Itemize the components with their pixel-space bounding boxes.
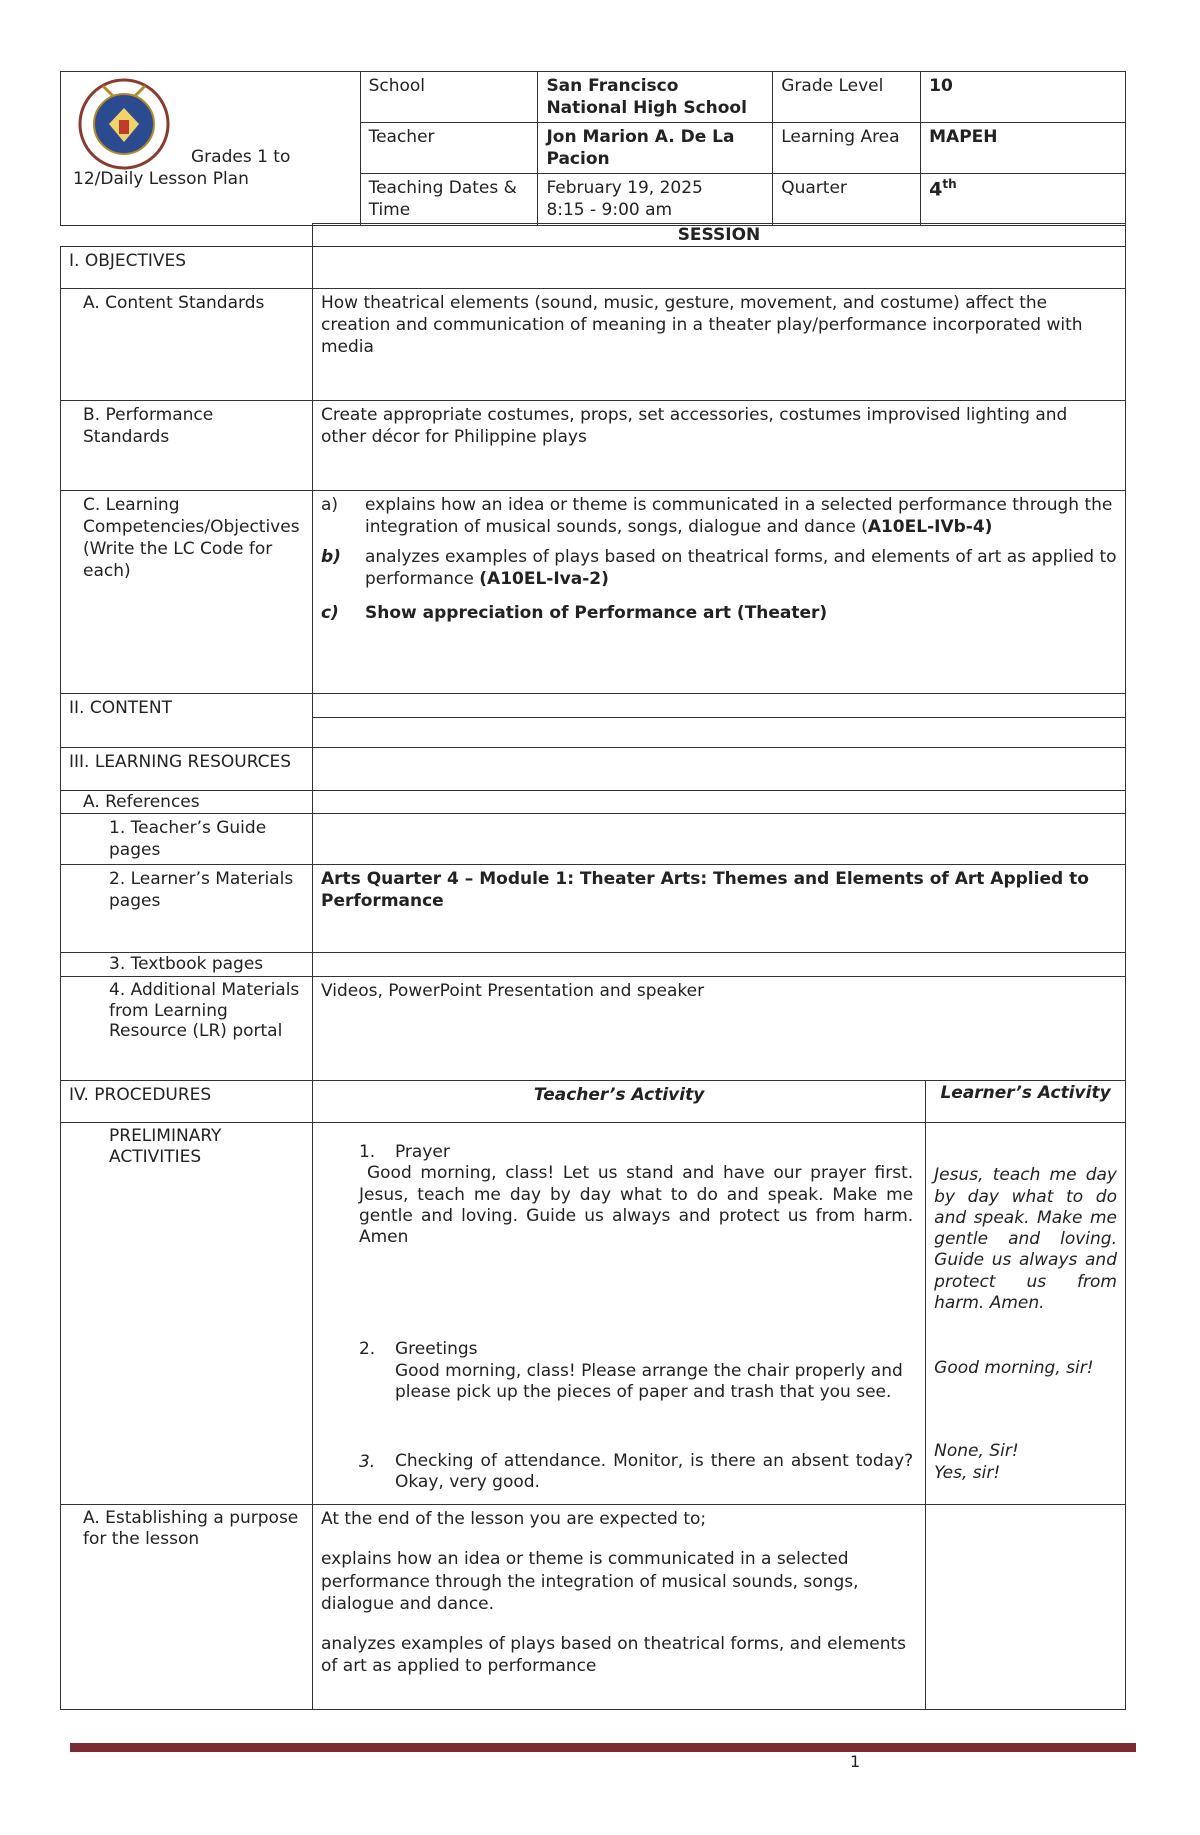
quarter-value-cell [921, 174, 1126, 225]
learners-materials-label: 2. Learner’s Materials pages [61, 865, 313, 953]
time-value: 8:15 - 9:00 am [546, 200, 673, 221]
dates-label: Teaching Dates & Time [360, 174, 538, 225]
school-value: San Francisco National High School [538, 72, 773, 123]
content-standards-label: A. Content Standards [61, 289, 313, 401]
performance-standards-text: Create appropriate costumes, props, set accessories, costumes improvised lighting and other décor for Philippine plays [312, 401, 1125, 491]
form-title-cell [61, 72, 361, 226]
purpose-label: A. Establishing a purpose for the lesson [61, 1505, 313, 1710]
competencies-label: C. Learning Competencies/Objectives [83, 495, 300, 538]
header-table [60, 71, 1126, 226]
dates-value: February 19, 2025 [546, 178, 703, 199]
greetings-heading: 2. Greetings [358, 1339, 478, 1360]
purpose-cell [312, 1505, 925, 1710]
performance-standards-label: B. Performance Standards [61, 401, 313, 491]
attendance-item: 3. Checking of attendance. Monitor, is there an absent today? Okay, very good. [358, 1451, 914, 1493]
area-label: Learning Area [773, 123, 921, 174]
additional-materials-label: 4. Additional Materials from Learning Resource (LR) portal [61, 977, 313, 1081]
quarter-sup: th [942, 177, 957, 192]
purpose-item-2: analyzes examples of plays based on theatrical forms, and elements of art as applied to performance [320, 1633, 907, 1676]
teacher-label: Teacher [360, 123, 538, 174]
resources-label: III. LEARNING RESOURCES [61, 748, 313, 791]
main-table [60, 223, 1126, 1710]
greetings-text: Good morning, class! Please arrange the chair properly and please pick up the pieces of paper and trash that you see. [394, 1360, 903, 1402]
learner-prayer: Jesus, teach me day by day what to do and speak. Make me gentle and loving. Guide us always and protect us from harm. Amen. [934, 1165, 1117, 1313]
prelim-teacher-cell [312, 1123, 925, 1505]
content-label: II. CONTENT [61, 694, 313, 748]
school-label: School [360, 72, 538, 123]
textbook-label: 3. Textbook pages [61, 953, 313, 977]
competencies-list [312, 491, 1125, 694]
competencies-note: (Write the LC Code for each) [83, 539, 273, 582]
quarter-value: 4 [929, 178, 943, 201]
learner-yes: Yes, sir! [934, 1462, 1001, 1483]
prelim-learner-cell [926, 1123, 1126, 1505]
additional-materials-text: Videos, PowerPoint Presentation and speaker [312, 977, 1125, 1081]
footer-bar [70, 1743, 1136, 1752]
prayer-text: Good morning, class! Let us stand and have our prayer first. Jesus, teach me day by day what to do and speak. Make me gentle and loving. Guide us always and protect us from harm. Amen [358, 1163, 914, 1248]
quarter-label: Quarter [773, 174, 921, 225]
learner-activity-heading: Learner’s Activity [926, 1081, 1126, 1123]
procedures-label: IV. PROCEDURES [61, 1081, 313, 1123]
page-number: 1 [850, 1752, 861, 1771]
purpose-intro: At the end of the lesson you are expected to; [320, 1509, 707, 1530]
competency-a: a) explains how an idea or theme is communicated in a selected performance through the integration of musical sounds, songs, dialogue and dance (A10EL-IVb-4) [320, 495, 1113, 538]
learner-greeting: Good morning, sir! [934, 1358, 1094, 1379]
teacher-value: Jon Marion A. De La Pacion [538, 123, 773, 174]
prelim-label: PRELIMINARY ACTIVITIES [61, 1123, 313, 1505]
grade-value: 10 [921, 72, 1126, 123]
form-title: Grades 1 to 12/Daily Lesson Plan [73, 147, 291, 190]
dates-value-cell [538, 174, 773, 225]
area-value: MAPEH [921, 123, 1126, 174]
competencies-cell [61, 491, 313, 694]
learners-materials-text: Arts Quarter 4 – Module 1: Theater Arts: Themes and Elements of Art Applied to Performance [312, 865, 1125, 953]
references-label: A. References [61, 791, 313, 814]
teachers-guide-label: 1. Teacher’s Guide pages [61, 814, 313, 865]
teacher-activity-heading: Teacher’s Activity [312, 1081, 925, 1123]
competency-c: c) Show appreciation of Performance art (Theater) [320, 603, 828, 624]
objectives-label: I. OBJECTIVES [61, 247, 313, 289]
content-standards-text: How theatrical elements (sound, music, gesture, movement, and costume) affect the creation and communication of meaning in a theater play/performance incorporated with media [312, 289, 1125, 401]
competency-b: b) analyzes examples of plays based on theatrical forms, and elements of art as applied to performance (A10EL-Iva-2) [320, 547, 1117, 590]
learner-none: None, Sir! [934, 1441, 1019, 1462]
purpose-item-1: explains how an idea or theme is communicated in a selected performance through the integration of musical sounds, songs, dialogue and dance. [320, 1549, 859, 1614]
grade-label: Grade Level [773, 72, 921, 123]
session-label: SESSION [312, 224, 1125, 247]
prayer-heading: 1. Prayer [358, 1142, 450, 1163]
